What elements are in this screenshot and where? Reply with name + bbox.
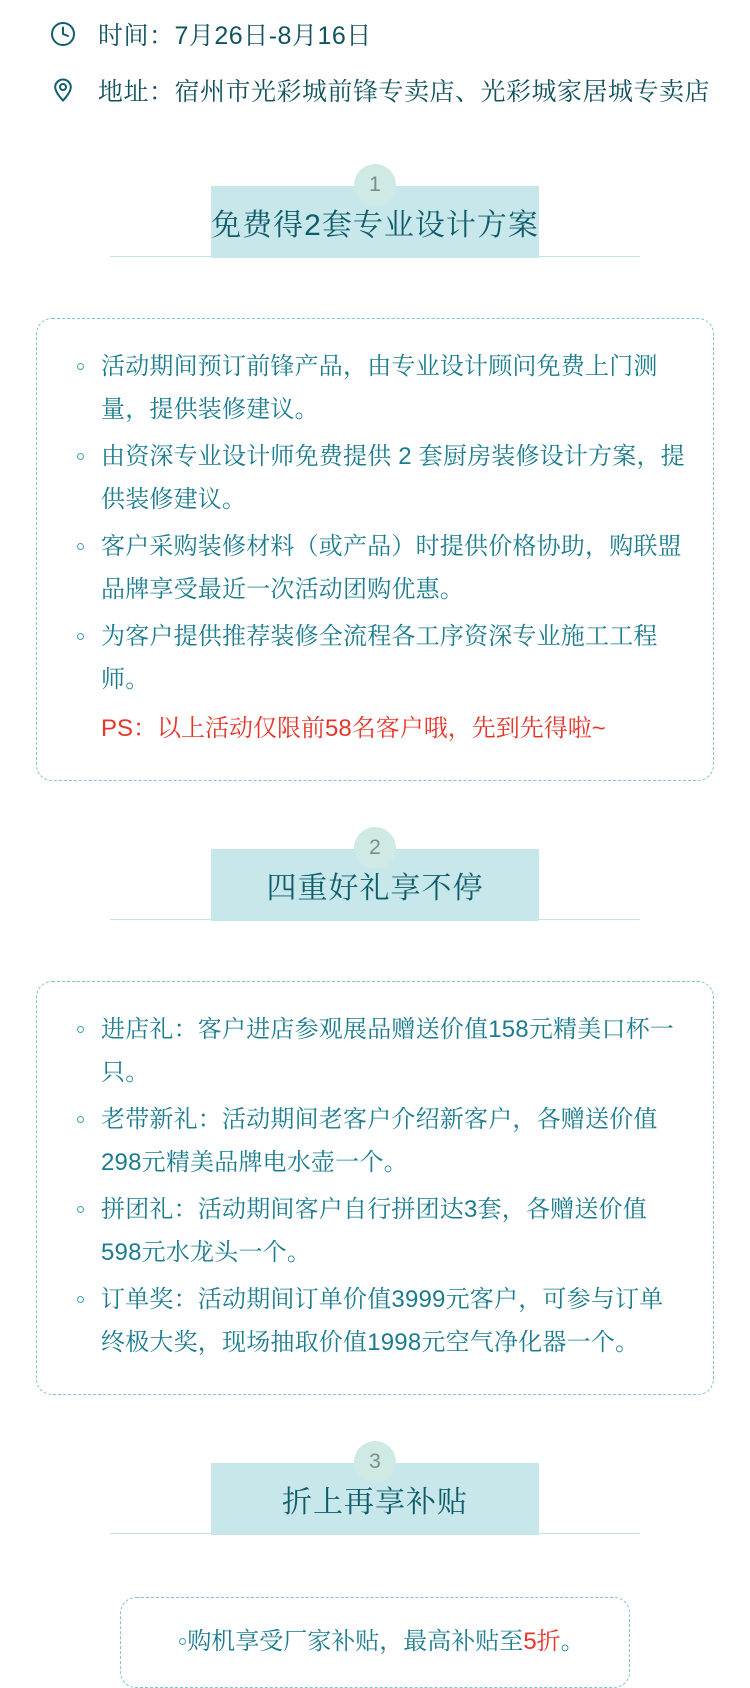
section-3-subsidy-line (145, 1620, 605, 1663)
location-pin-icon (48, 75, 78, 105)
section-1-note: PS：以上活动仅限前58名客户哦，先到先得啦~ (101, 715, 606, 742)
list-item: 进店礼：客户进店参观展品赠送价值158元精美口杯一只。 (65, 1008, 685, 1094)
section-1-header (0, 164, 750, 280)
list-item: 活动期间预订前锋产品，由专业设计顾问免费上门测量，提供装修建议。 (65, 345, 685, 431)
section-1-card (36, 318, 714, 781)
section-3-title: 折上再享补贴 (282, 1486, 468, 1519)
section-3-card (120, 1597, 630, 1688)
meta-row-address (48, 62, 750, 118)
section-3-header (0, 1441, 750, 1557)
list-item: 为客户提供推荐装修全流程各工序资深专业施工工程师。 (65, 615, 685, 701)
list-item: 拼团礼：活动期间客户自行拼团达3套，各赠送价值598元水龙头一个。 (65, 1188, 685, 1274)
section-2-number: 2 (354, 827, 396, 869)
section-1 (0, 164, 750, 781)
list-item: 客户采购装修材料（或产品）时提供价格协助，购联盟品牌享受最近一次活动团购优惠。 (65, 525, 685, 611)
meta-address-text: 地址：宿州市光彩城前锋专卖店、光彩城家居城专卖店 (98, 78, 711, 106)
section-2-card (36, 981, 714, 1395)
subsidy-suffix: 。 (560, 1628, 585, 1655)
list-item: 订单奖：活动期间订单价值3999元客户，可参与订单终极大奖，现场抽取价值1998元空气净化器一个。 (65, 1278, 685, 1364)
section-2 (0, 827, 750, 1395)
section-2-header (0, 827, 750, 943)
list-item: 老带新礼：活动期间老客户介绍新客户，各赠送价值298元精美品牌电水壶一个。 (65, 1098, 685, 1184)
event-meta-block (0, 0, 750, 118)
meta-row-time (48, 6, 750, 62)
section-2-list (65, 1008, 685, 1364)
subsidy-prefix: 购机享受厂家补贴，最高补贴至 (187, 1628, 524, 1655)
clock-icon (48, 19, 78, 49)
section-1-list (65, 345, 685, 701)
section-3-number: 3 (354, 1441, 396, 1483)
list-item: 由资深专业设计师免费提供 2 套厨房装修设计方案，提供装修建议。 (65, 435, 685, 521)
section-3 (0, 1441, 750, 1688)
section-1-title: 免费得2套专业设计方案 (211, 209, 539, 242)
subsidy-highlight: 5折 (523, 1628, 561, 1655)
section-1-number: 1 (354, 164, 396, 206)
meta-time-text: 时间：7月26日-8月16日 (98, 22, 372, 50)
section-2-title: 四重好礼享不停 (266, 872, 484, 905)
